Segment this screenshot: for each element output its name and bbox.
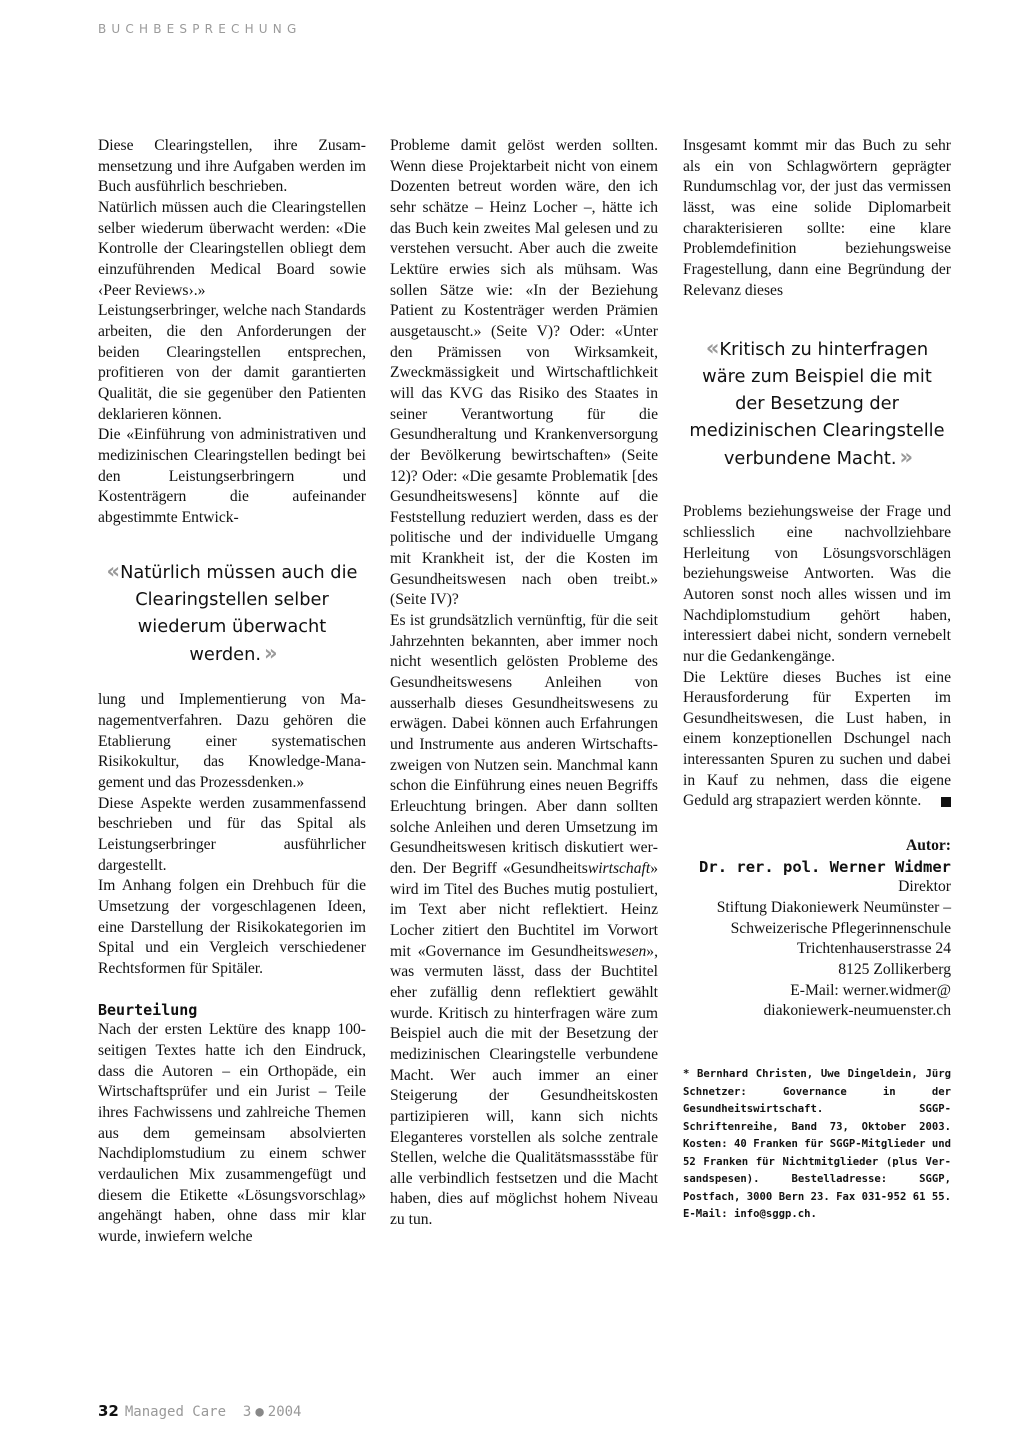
pull-quote-text: Kritisch zu hinterfragen wäre zum Beispiel die mit der Besetzung der medizinischen Clearingstelle verbundene Macht. <box>689 339 945 470</box>
paragraph: Die «Einführung von administrativen und medizinischen Clearingstellen bedingt bei den Leistungserbringern und Kostenträgern die aufeinander abgestimmte Entwick- <box>98 426 366 526</box>
author-street: Trichtenhauserstrasse 24 <box>796 940 951 958</box>
end-of-article-icon <box>941 797 951 807</box>
author-email: E-Mail: werner.widmer@ <box>790 981 951 999</box>
pull-quote <box>683 335 951 472</box>
section-header: BUCHBESPRECHUNG <box>98 22 302 36</box>
author-city: 8125 Zollikerberg <box>838 961 951 979</box>
paragraph: Problems beziehungsweise der Frage und schliesslich eine nachvollziehbare Herleitung von Lösungsvorschlägen beziehungsweise Antworten. Was die Autoren sonst noch alles wissen und im Nachdiplomstudium gehört haben, interessiert dabei nicht, sondern vernebelt nur die Gedankengänge. <box>683 503 951 665</box>
author-name: Dr. rer. pol. Werner Widmer <box>699 857 951 876</box>
paragraph: Insgesamt kommt mir das Buch zu sehr als ein von Schlagwörtern geprägter Rundumschlag vor, der just das vermissen lässt, was eine solide Diplomarbeit charakterisieren sollte: eine klare Problemdefinition beziehungsweise Fragestellung, dann eine Begründung der Relevanz dieses <box>683 137 951 299</box>
author-email: diakoniewerk-neumuenster.ch <box>763 1002 951 1020</box>
paragraph: Im Anhang folgen ein Drehbuch für die Umsetzung der vorgeschlagenen Ideen, eine Darstellung der Risikokategorien im Spital und ein Vergleich verschiedener Rechtsformen für Spitäler. <box>98 877 366 977</box>
open-quote-icon: « <box>106 559 118 584</box>
paragraph: Nach der ersten Lektüre des knapp 100-seitigen Textes hatte ich den Eindruck, dass die Autoren – ein Orthopäde, ein Wirtschaftsprüfer und ein Jurist – Teile ihres Fachwissens und zahlreiche Themen aus dem gemeinsam absolvierten Nachdiplomstudium zu einem schwer verdaulichen Mix zusammengefügt und diesem die Etikette «Lösungsvorschlag» angehängt haben, ohne dass mir klar wurde, inwiefern welche <box>98 1021 366 1245</box>
text-run: Es ist grundsätzlich vernünftig, für die seit Jahrzehnten bekannten, aber immer noch nicht wesentlich gelösten Probleme des Gesundheitswesens Anleihen von ausserhalb dieses Gesundheitswesens zu erwägen. Dabei können auch Erfahrungen und Instrumente aus anderen Wirtschaftszweigen von Nutzen sein. Manchmal kann schon die Einführung eines neuen Begriffs Erleuchtung bringen. Aber dann sollten solche Anleihen und deren Umsetzung im Gesundheitswesen kritisch diskutiert werden. Der Begriff «Gesundheits <box>390 612 658 877</box>
close-quote-icon: » <box>899 445 911 470</box>
bullet-icon: ● <box>255 1404 264 1420</box>
paragraph <box>683 668 951 813</box>
page-footer <box>98 1402 301 1420</box>
journal-name: Managed Care <box>124 1404 227 1420</box>
section-heading: Beurteilung <box>98 1000 198 1019</box>
author-label: Autor: <box>905 837 951 855</box>
italic-text: wesen <box>608 942 647 960</box>
author-organization: Stiftung Diakoniewerk Neumünster – <box>716 899 951 917</box>
author-block <box>683 836 951 1022</box>
close-quote-icon: » <box>264 641 275 666</box>
issue-number: 3 <box>242 1404 252 1420</box>
article-column-3 <box>683 136 951 1224</box>
article-column-1 <box>98 136 366 1248</box>
issue-year: 2004 <box>267 1404 302 1420</box>
paragraph: Natürlich müssen auch die Clearingstellen selber wiederum überwacht werden: «Die Kontrolle der Clearingstellen obliegt dem einzuführenden Medical Board sowie ‹Peer Reviews›.» <box>98 198 366 299</box>
author-title: Direktor <box>898 878 951 896</box>
text-run: », was vermuten lässt, dass der Buchtitel eher zufällig denn reflektiert gewählt wurde. Kritisch zu hinterfragen wäre zum Beispiel auch die mit der Besetzung der medizinischen Clearingstelle verbundene Macht. Wer auch immer an einer Steigerung der Gesundheitskosten partizipieren will, kann sich nichts Eleganteres vorstellen als solche zentrale Stellen, welche die Qualitätsmassstäbe für alle verbindlich festsetzen und die Macht haben, dies auf möglichst hohem Niveau zu tun. <box>390 942 658 1229</box>
footnote: * Bernhard Christen, Uwe Dingeldein, Jürg Schnetzer: Governance in der Gesundheitswirtschaft. SGGP-Schriftenreihe, Band 73, Oktober 2003. Kosten: 40 Franken für SGGP-Mitglieder und 52 Franken für Nichtmitglieder (plus Versandspesen). Bestelladresse: SGGP, Postfach, 3000 Bern 23. Fax 031-952 61 55. E-Mail: info@sggp.ch. <box>683 1068 951 1220</box>
paragraph: Diese Aspekte werden zusammenfassend beschrieben und für das Spital als Leistungserbringer ausführlicher dargestellt. <box>98 794 366 874</box>
page-number: 32 <box>98 1402 119 1420</box>
text-run: Die Lektüre dieses Buches ist eine Herausforderung für Experten im Gesundheitswesen, die Lust haben, in einem konzeptionellen Dschungel nach interessanten Spuren zu suchen und dabei in Kauf zu nehmen, dass die eigene Geduld arg strapaziert werden könnte. <box>683 668 951 810</box>
text-run: » wird im Titel des Buches mutig postuliert, im Text aber nicht reflektiert. Heinz Locher zitiert den Buchtitel im Vorwort mit «Governance im Gesundheits <box>390 859 658 960</box>
pull-quote-text: Natürlich müssen auch die Clearingstellen selber wiederum überwacht werden. <box>120 562 358 666</box>
open-quote-icon: « <box>705 336 717 361</box>
paragraph: Probleme damit gelöst werden sollten. Wenn diese Projektarbeit nicht von einem Dozenten betreut worden wäre, den ich sehr schätze – Heinz Locher –, hätte ich das Buch kein zweites Mal gelesen und zu verstehen versucht. Aber auch die zweite Lektüre erwies sich als mühsam. Was sollen Sätze wie: «In der Beziehung Patient zu Kostenträger werden Prämien ausgetauscht.» (Seite V)? Oder: «Unter den Prämissen von Wirksamkeit, Zweckmässigkeit und Wirtschaftlichkeit will das KVG das Risiko des Staates in seiner Verantwortung für die Gesundheraltung und Krankenversorgung der Bevölkerung bewirtschaften» (Seite 12)? Oder: «Die gesamte Problematik [des Gesundheitswesens] könnte auf die Feststellung reduziert werden, dass es der politische und der individuelle Umgang mit Krankheit ist, der die Kosten im Gesundheitswesen nach oben treibt.» (Seite IV)? <box>390 137 658 609</box>
italic-text: wirtschaft <box>587 859 651 877</box>
paragraph <box>390 611 658 1231</box>
paragraph: lung und Implementierung von Managementverfahren. Dazu gehören die Etablierung einer systematischen Risikokultur, das Knowledge-Management und das Prozessdenken.» <box>98 691 366 792</box>
author-organization: Schweizerische Pflegerinnenschule <box>730 919 951 937</box>
article-column-2 <box>390 136 658 1231</box>
paragraph: Leistungserbringer, welche nach Standards arbeiten, die den Anforderungen der beiden Clearingstellen entsprechen, profitieren von der damit garantierten Qualität, die sie gegenüber den Patienten deklarieren können. <box>98 302 366 423</box>
paragraph: Diese Clearingstellen, ihre Zusammensetzung und ihre Aufgaben werden im Buch ausführlich beschrieben. <box>98 137 366 196</box>
pull-quote <box>98 558 366 668</box>
